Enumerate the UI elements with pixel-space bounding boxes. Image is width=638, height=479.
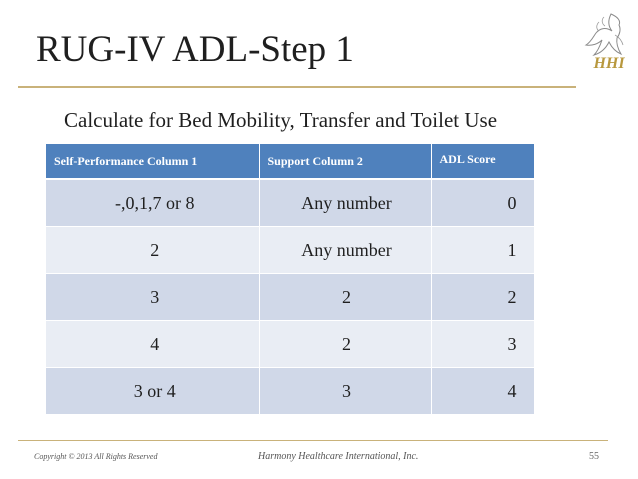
- header-self-performance: Self-Performance Column 1: [46, 144, 259, 179]
- self-performance-cell: 4: [46, 321, 259, 368]
- table-row: [46, 321, 534, 368]
- page-number: 55: [589, 451, 599, 462]
- table-row: [46, 179, 534, 227]
- slide-title: RUG-IV ADL-Step 1: [36, 29, 354, 70]
- self-performance-cell: -,0,1,7 or 8: [46, 179, 259, 227]
- table-row: [46, 274, 534, 321]
- support-cell: 2: [259, 321, 431, 368]
- table-header-row: [46, 144, 534, 179]
- self-performance-cell: 3 or 4: [46, 368, 259, 415]
- logo-text: HHI: [593, 55, 625, 72]
- slide-subtitle: Calculate for Bed Mobility, Transfer and Toilet Use: [64, 108, 498, 132]
- self-performance-cell: 3: [46, 274, 259, 321]
- adl-score-cell: 2: [431, 274, 534, 321]
- support-cell: Any number: [259, 227, 431, 274]
- adl-score-cell: 4: [431, 368, 534, 415]
- self-performance-cell: 2: [46, 227, 259, 274]
- support-cell: 2: [259, 274, 431, 321]
- title-divider: [18, 86, 576, 88]
- adl-score-cell: 1: [431, 227, 534, 274]
- header-adl-score: ADL Score: [431, 144, 534, 179]
- footer-copyright: Copyright © 2013 All Rights Reserved: [34, 452, 158, 461]
- hhi-dove-logo-icon: [575, 8, 633, 74]
- adl-score-cell: 0: [431, 179, 534, 227]
- adl-score-table: [46, 144, 535, 415]
- adl-score-cell: 3: [431, 321, 534, 368]
- support-cell: 3: [259, 368, 431, 415]
- table-row: [46, 368, 534, 415]
- footer-divider: [18, 440, 608, 441]
- header-support: Support Column 2: [259, 144, 431, 179]
- table-row: [46, 227, 534, 274]
- footer-company: Harmony Healthcare International, Inc.: [258, 451, 419, 462]
- support-cell: Any number: [259, 179, 431, 227]
